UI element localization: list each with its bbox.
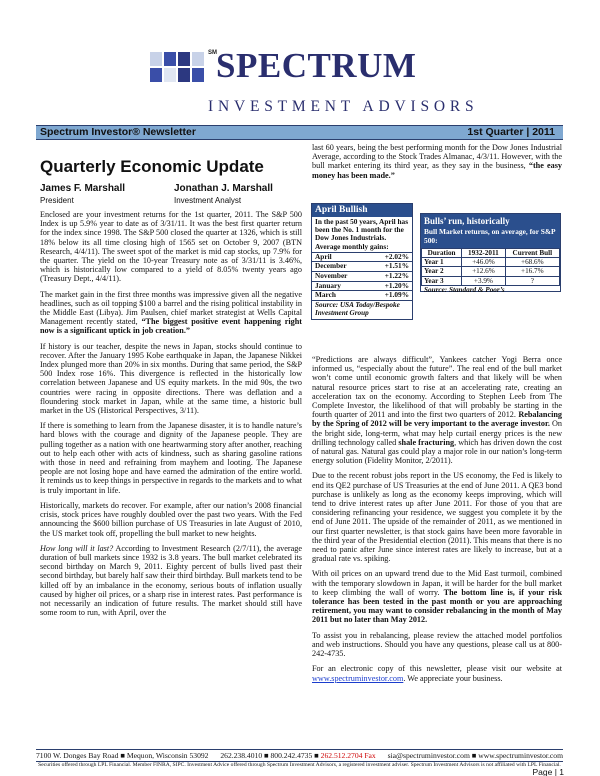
paragraph-text: “Predictions are always difficult”, Yankees catcher Yogi Berra once informed us, “especially about the future”. The real end of the bull market won’t come until economic growth falters and that likely will be when natural resource prices start to rise at an accelerating rate, creating an acceleration tax on the economy. According to Stephen Leeb from The Complete Investor, the likelihood of that will probably be starting in the fourth quarter of 2011 and into the first two quarters of 2012. [312, 355, 562, 420]
column-header: Duration [422, 249, 462, 258]
paragraph-text: For an electronic copy of this newsletter, please visit our website at [312, 664, 562, 674]
city: Mequon, Wisconsin 53092 [126, 751, 209, 760]
footer-online: sia@spectruminvestor.com ■ www.spectruminvestor.com [387, 751, 563, 760]
april-bullish-intro: In the past 50 years, April has been the No. 1 month for the Dow Jones Industrials. Average monthly gains: [315, 217, 409, 251]
paragraph-text: . We appreciate your business. [403, 673, 503, 683]
month-row [312, 271, 412, 281]
author-role: Investment Analyst [174, 196, 242, 205]
service-mark: SM [208, 50, 217, 56]
left-column [40, 210, 302, 623]
month-gain: +1.22% [384, 271, 409, 280]
logo-wordmark: SPECTRUM [216, 46, 417, 85]
paragraph-emphasis: Rebalancing by the Spring of 2012 will be very important to the average investor. [312, 410, 563, 429]
paragraph-text: On the bright side, long-term, what may help curtail energy prices is the new drilling technology called [312, 419, 562, 447]
web-link[interactable]: www.spectruminvestor.com [478, 751, 563, 760]
bulls-run-table [421, 248, 560, 286]
month-name: March [315, 290, 336, 300]
table-row [422, 267, 560, 276]
table-cell: +3.9% [462, 276, 506, 285]
paragraph [312, 569, 562, 624]
footer-contact [36, 749, 563, 760]
article-title: Quarterly Economic Update [40, 157, 264, 176]
logo-square [150, 52, 162, 66]
newsletter-header-bar [36, 125, 563, 140]
page-number: Page | 1 [532, 767, 564, 776]
author-1 [40, 183, 125, 205]
month-gain: +1.09% [384, 290, 409, 300]
month-row [312, 261, 412, 271]
month-gain: +1.20% [384, 280, 409, 290]
paragraph-text: last 60 years, being the best performing month for the Dow Jones Industrial Average, according to the Stock Trades Almanac, 4/3/11. However, with the bull market entering its third year, as they say in the business, [312, 143, 562, 171]
table-row [422, 258, 560, 267]
logo-square [192, 52, 204, 66]
table-row [422, 276, 560, 285]
paragraph [312, 664, 562, 682]
month-row [312, 290, 412, 300]
april-bullish-title: April Bullish [312, 204, 412, 217]
paragraph-text: With oil prices on an upward trend due to the Mid East turmoil, combined with the temporary slowdown in Japan, it will be harder for the bull market to keep climbing the wall of worry. [312, 569, 562, 597]
month-gain: +1.51% [384, 261, 409, 271]
april-bullish-source: Source: USA Today/Bespoke Investment Group [312, 300, 412, 317]
paragraph-emphasis: shale fracturing [398, 437, 455, 447]
logo-square [164, 68, 176, 82]
paragraph-quote: “The biggest positive event happening right now is a significant uptick in job creation.” [40, 317, 302, 336]
paragraph: To assist you in rebalancing, please review the attached model portfolios and web instructions. Should you have any questions, please call us at 800-242-4735. [312, 630, 562, 659]
paragraph: If there is something to learn from the Japanese disaster, it is to handle nature’s hard blows with the courage and dignity of the Japanese people. They are pulling together as a nation with one heartwarming story after another, reaching out to help each other with acts of kindness, such as sharing gasoline rations with those in need and refraining from mayhem and looting. The Japanese people are not losing hope and have earned the admiration of the entire world. It reminds us to keep things in perspective in regards to the markets and to what is truly important in life. [40, 421, 302, 495]
table-cell: +12.6% [462, 267, 506, 276]
logo-subtitle: INVESTMENT ADVISORS [208, 98, 479, 115]
paragraph: Due to the recent robust jobs report in the US economy, the Fed is likely to end its QE2 purchase of US Treasuries at the end of June 2011. A QE3 bond purchase is unlikely as long as the economy keeps improving, which will tend to drive interest rates up after June 2011. For those of you that are considering refinancing your residence, we suggest you complete it by the end of June 2011. The upside of the remainder of 2011, as we mentioned in our first quarter newsletter, is that stock gains have been more favorable in the third year of the Presidential election (2011). This means that there is no need to panic after June since interest rates are likely to increase, but at a gradual rate vs. spiking. [312, 471, 562, 564]
table-header-row [422, 249, 560, 258]
logo-square [150, 68, 162, 82]
month-name: December [315, 261, 347, 271]
bulls-run-subtitle: Bull Market returns, on average, for S&P 500: [424, 227, 556, 245]
month-name: November [315, 271, 348, 280]
paragraph-question: How long will it last? [40, 543, 114, 553]
fax: 262.512.2704 Fax [320, 751, 376, 760]
month-gain: +2.02% [384, 251, 409, 261]
tollfree: 800.242.4735 [270, 751, 313, 760]
paragraph [40, 290, 302, 336]
paragraph [40, 544, 302, 618]
logo-squares-icon [150, 52, 208, 82]
month-row [312, 252, 412, 262]
logo-square [178, 68, 190, 82]
table-cell: Year 2 [422, 267, 462, 276]
paragraph: Historically, markets do recover. For example, after our nation’s 2008 financial crisis, stock prices have roughly doubled over the past two years. With the Fed announcing the $600 billion purchase of US Treasuries in late August of 2010, the US market took off, propelling the bull market to new heights. [40, 500, 302, 538]
footer-legal: Securities offered through LPL Financial. Member FINRA, SIPC. Investment Advice offered through Spectrum Investment Advisors, a registered investment adviser. Spectrum Investment Advisors is not affiliated with LPL Financial. [36, 761, 563, 768]
paragraph-text: According to Investment Research (2/7/11), the average duration of bull markets since 1932 is 3.8 years. The bull market celebrated its second birthday on March 9, 2011. Eighty percent of bulls lived past their second birthday, but barely half saw their third birthday. Bull markets tend to be killed off by an imbalance in the economy, serious bouts of inflation usually caused by higher oil prices, or a sharp rise in interest rates. Past performance is not necessarily an indication of future results. The market should still have some room to run, with April, over the [40, 543, 303, 618]
paragraph-quote: “the easy money has been made.” [312, 161, 563, 180]
street: 7100 W. Donges Bay Road [36, 751, 119, 760]
paragraph [312, 355, 562, 465]
spectrum-logo [150, 46, 479, 120]
email-link[interactable]: sia@spectruminvestor.com [387, 751, 470, 760]
bulls-run-source: Source: Standard & Poor’s [424, 285, 505, 294]
april-bullish-box [311, 203, 413, 320]
newsletter-name: Spectrum Investor® Newsletter [40, 126, 196, 138]
paragraph-emphasis: The bottom line is, if your risk tolerance has been tested in the past month or you are approaching retirement, you may want to consider rebalancing in the month of May 2011 but no later than May 2012. [312, 587, 563, 625]
column-header: 1932-2011 [462, 249, 506, 258]
author-role: President [40, 196, 74, 205]
right-column [312, 355, 562, 689]
month-row [312, 281, 412, 291]
table-cell: ? [505, 276, 559, 285]
right-column-intro [312, 143, 562, 180]
paragraph-text: The market gain in the first three months was impressive given all the negative headlines, such as oil topping $100 a barrel and the rising political instability in the Middle East (Libya). Jim Paulsen, chief market strategist at Wells Capital Management recently stated, [40, 289, 302, 327]
author-name: Jonathan J. Marshall [174, 183, 273, 194]
phone: 262.238.4010 [220, 751, 263, 760]
bulls-run-title: Bulls’ run, historically [424, 216, 510, 226]
footer-phones: 262.238.4010 ■ 800.242.4735 ■ 262.512.2704 Fax [220, 751, 376, 760]
table-cell: +46.0% [462, 258, 506, 267]
author-name: James F. Marshall [40, 183, 126, 194]
logo-square [164, 52, 176, 66]
table-cell: +68.6% [505, 258, 559, 267]
bulls-run-header [421, 214, 560, 248]
table-cell: +16.7% [505, 267, 559, 276]
logo-square [178, 52, 190, 66]
logo-square [192, 68, 204, 82]
footer-address: 7100 W. Donges Bay Road ■ Mequon, Wisconsin 53092 [36, 751, 209, 760]
table-cell: Year 1 [422, 258, 462, 267]
column-header: Current Bull [505, 249, 559, 258]
newsletter-quarter: 1st Quarter | 2011 [467, 126, 555, 138]
table-cell: Year 3 [422, 276, 462, 285]
paragraph-text: , which has driven down the cost of natural gas. Natural gas could play a major role in our nation’s long-term energy solution (Fidelity Monitor, 2/2011). [312, 437, 562, 466]
website-link[interactable]: www.spectruminvestor.com [312, 673, 404, 683]
bulls-run-box [420, 213, 561, 292]
month-name: April [315, 251, 332, 261]
author-2 [174, 183, 273, 205]
paragraph: If history is our teacher, despite the news in Japan, stocks should continue to recover. After the January 1995 Kobe earthquake in Japan, the Japanese Nikkei Index plunged more than 20% in six months. During that same period, the S&P 500 Index rose 16%. This divergence is reflected in the historically low correlation between Japanese and US equity markets. In the mid 90s, the two countries were racing in opposite directions. There was deflation and a floundering stock market in Japan, while at the same time, a historic bull market in the US (Historical Perspectives, 3/11). [40, 341, 302, 416]
paragraph: Enclosed are your investment returns for the 1st quarter, 2011. The S&P 500 Index is up 5.9% year to date as of 3/31/11. It was the best first quarter return for the index since 1998. The S&P 500 closed the quarter at 1326, which is still 18% below its all time closing high of 1565 set on October 9, 2007 (BTN Research, 4/4/11). The sweet spot of the market is mid cap stocks, up 7.9% for the quarter. The yield on the 10-year Treasury note as of 3/31/11 is 3.46%, which is historically low compared to a yield of 8.05% twenty years ago (Treasury Dept., 4/4/11). [40, 210, 302, 284]
month-name: January [315, 280, 341, 290]
